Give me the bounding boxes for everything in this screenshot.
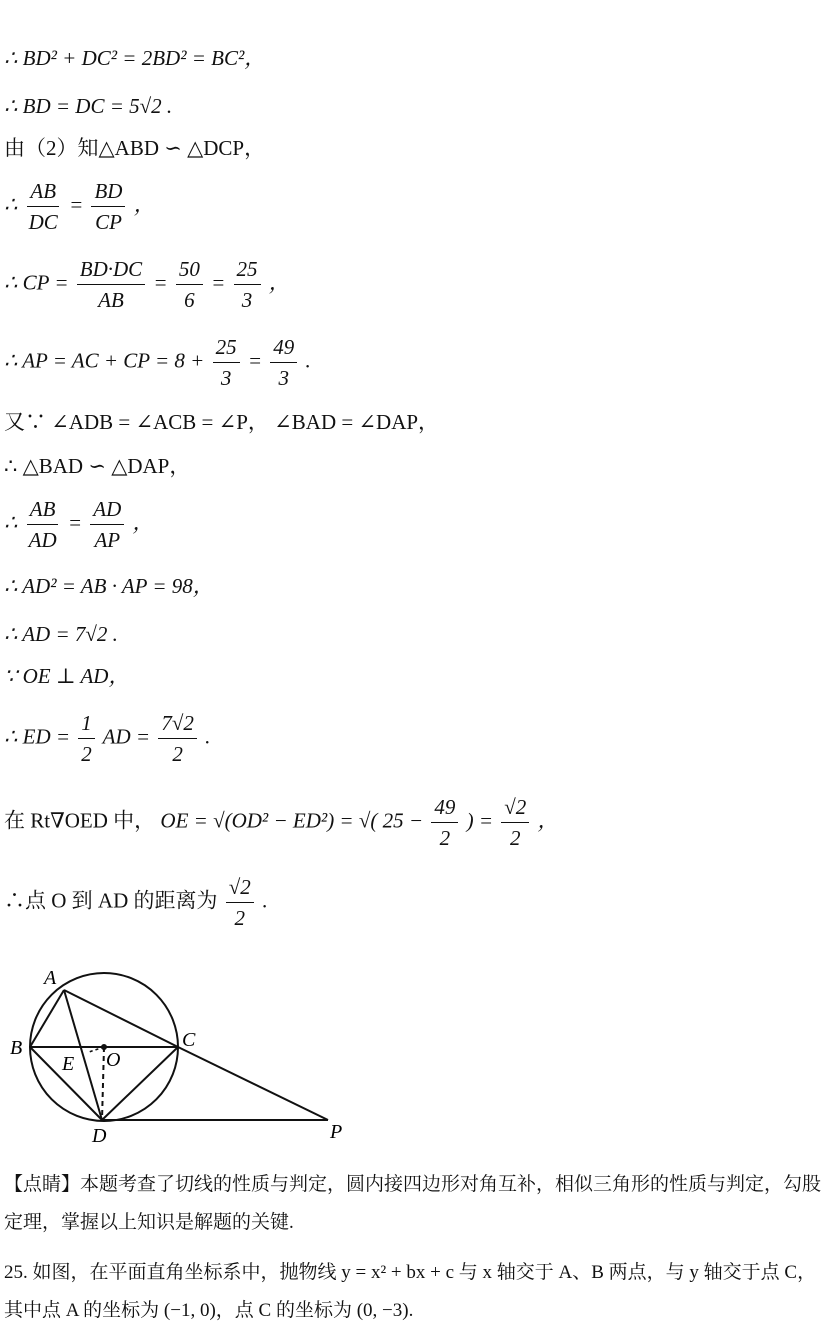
solution-line-6: ∴ AP = AC + CP = 8 + $\frac{25}{3}$ = $\frac{49}{3}$ . <box>4 335 311 390</box>
solution-line-10: ∴ AD² = AB · AP = 98， <box>4 574 214 598</box>
solution-line-13: ∴ ED = $\frac{1}{2}$ AD = $\frac{7√2}{2}$ . <box>4 711 211 766</box>
solution-line-15: ∴点 O 到 AD 的距离为 $\frac{√2}{2}$ . <box>4 875 268 930</box>
problem-25: 25. 如图，在平面直角坐标系中，抛物线 y = x² + bx + c 与 x 轴交于 A、B 两点，与 y 轴交于点 C，其中点 A 的坐标为 (−1, 0)，点 C 的坐标为 (0, −3). <box>4 1262 817 1321</box>
label-p: P <box>330 1121 343 1143</box>
label-o: O <box>106 1049 121 1071</box>
solution-line-9: ∴ $\frac{AB}{AD}$ = $\frac{AD}{AP}$ ， <box>4 497 154 552</box>
label-a: A <box>44 967 57 989</box>
label-d: D <box>92 1125 107 1147</box>
label-b: B <box>10 1037 23 1059</box>
label-c: C <box>182 1029 196 1051</box>
solution-line-7: 又∵ ∠ADB = ∠ACB = ∠P， ∠BAD = ∠DAP， <box>4 410 440 434</box>
segment-cp <box>178 1047 328 1120</box>
solution-line-12: ∵ OE ⊥ AD， <box>4 664 130 688</box>
comment-paragraph: 【点睛】本题考查了切线的性质与判定，圆内接四边形对角互补，相似三角形的性质与判定，勾股定理，掌握以上知识是解题的关键. <box>4 1174 822 1233</box>
solution-line-5: ∴ CP = $\frac{BD\cdot DC}{AB}$ = $\frac{50}{6}$ = $\frac{25}{3}$ ， <box>4 257 290 312</box>
solution-line-14: 在 Rt∇OED 中， OE = √(OD² − ED²) = √( 25 − $\frac{49}{2}$ ) = $\frac{√2}{2}$ ， <box>4 795 559 850</box>
label-e: E <box>62 1053 75 1075</box>
solution-line-3: 由（2）知△ABD ∽ △DCP， <box>4 136 266 160</box>
segment-od-dashed <box>102 1047 104 1120</box>
solution-line-1: ∴ BD² + DC² = 2BD² = BC²， <box>4 46 266 70</box>
solution-line-8: ∴ △BAD ∽ △DAP， <box>4 454 191 478</box>
solution-line-4: ∴ $\frac{AB}{DC}$ = $\frac{BD}{CP}$ ， <box>4 179 155 234</box>
solution-line-2: ∴ BD = DC = 5√2 . <box>4 94 173 118</box>
geometry-figure <box>0 960 380 1150</box>
solution-line-11: ∴ AD = 7√2 . <box>4 622 118 646</box>
